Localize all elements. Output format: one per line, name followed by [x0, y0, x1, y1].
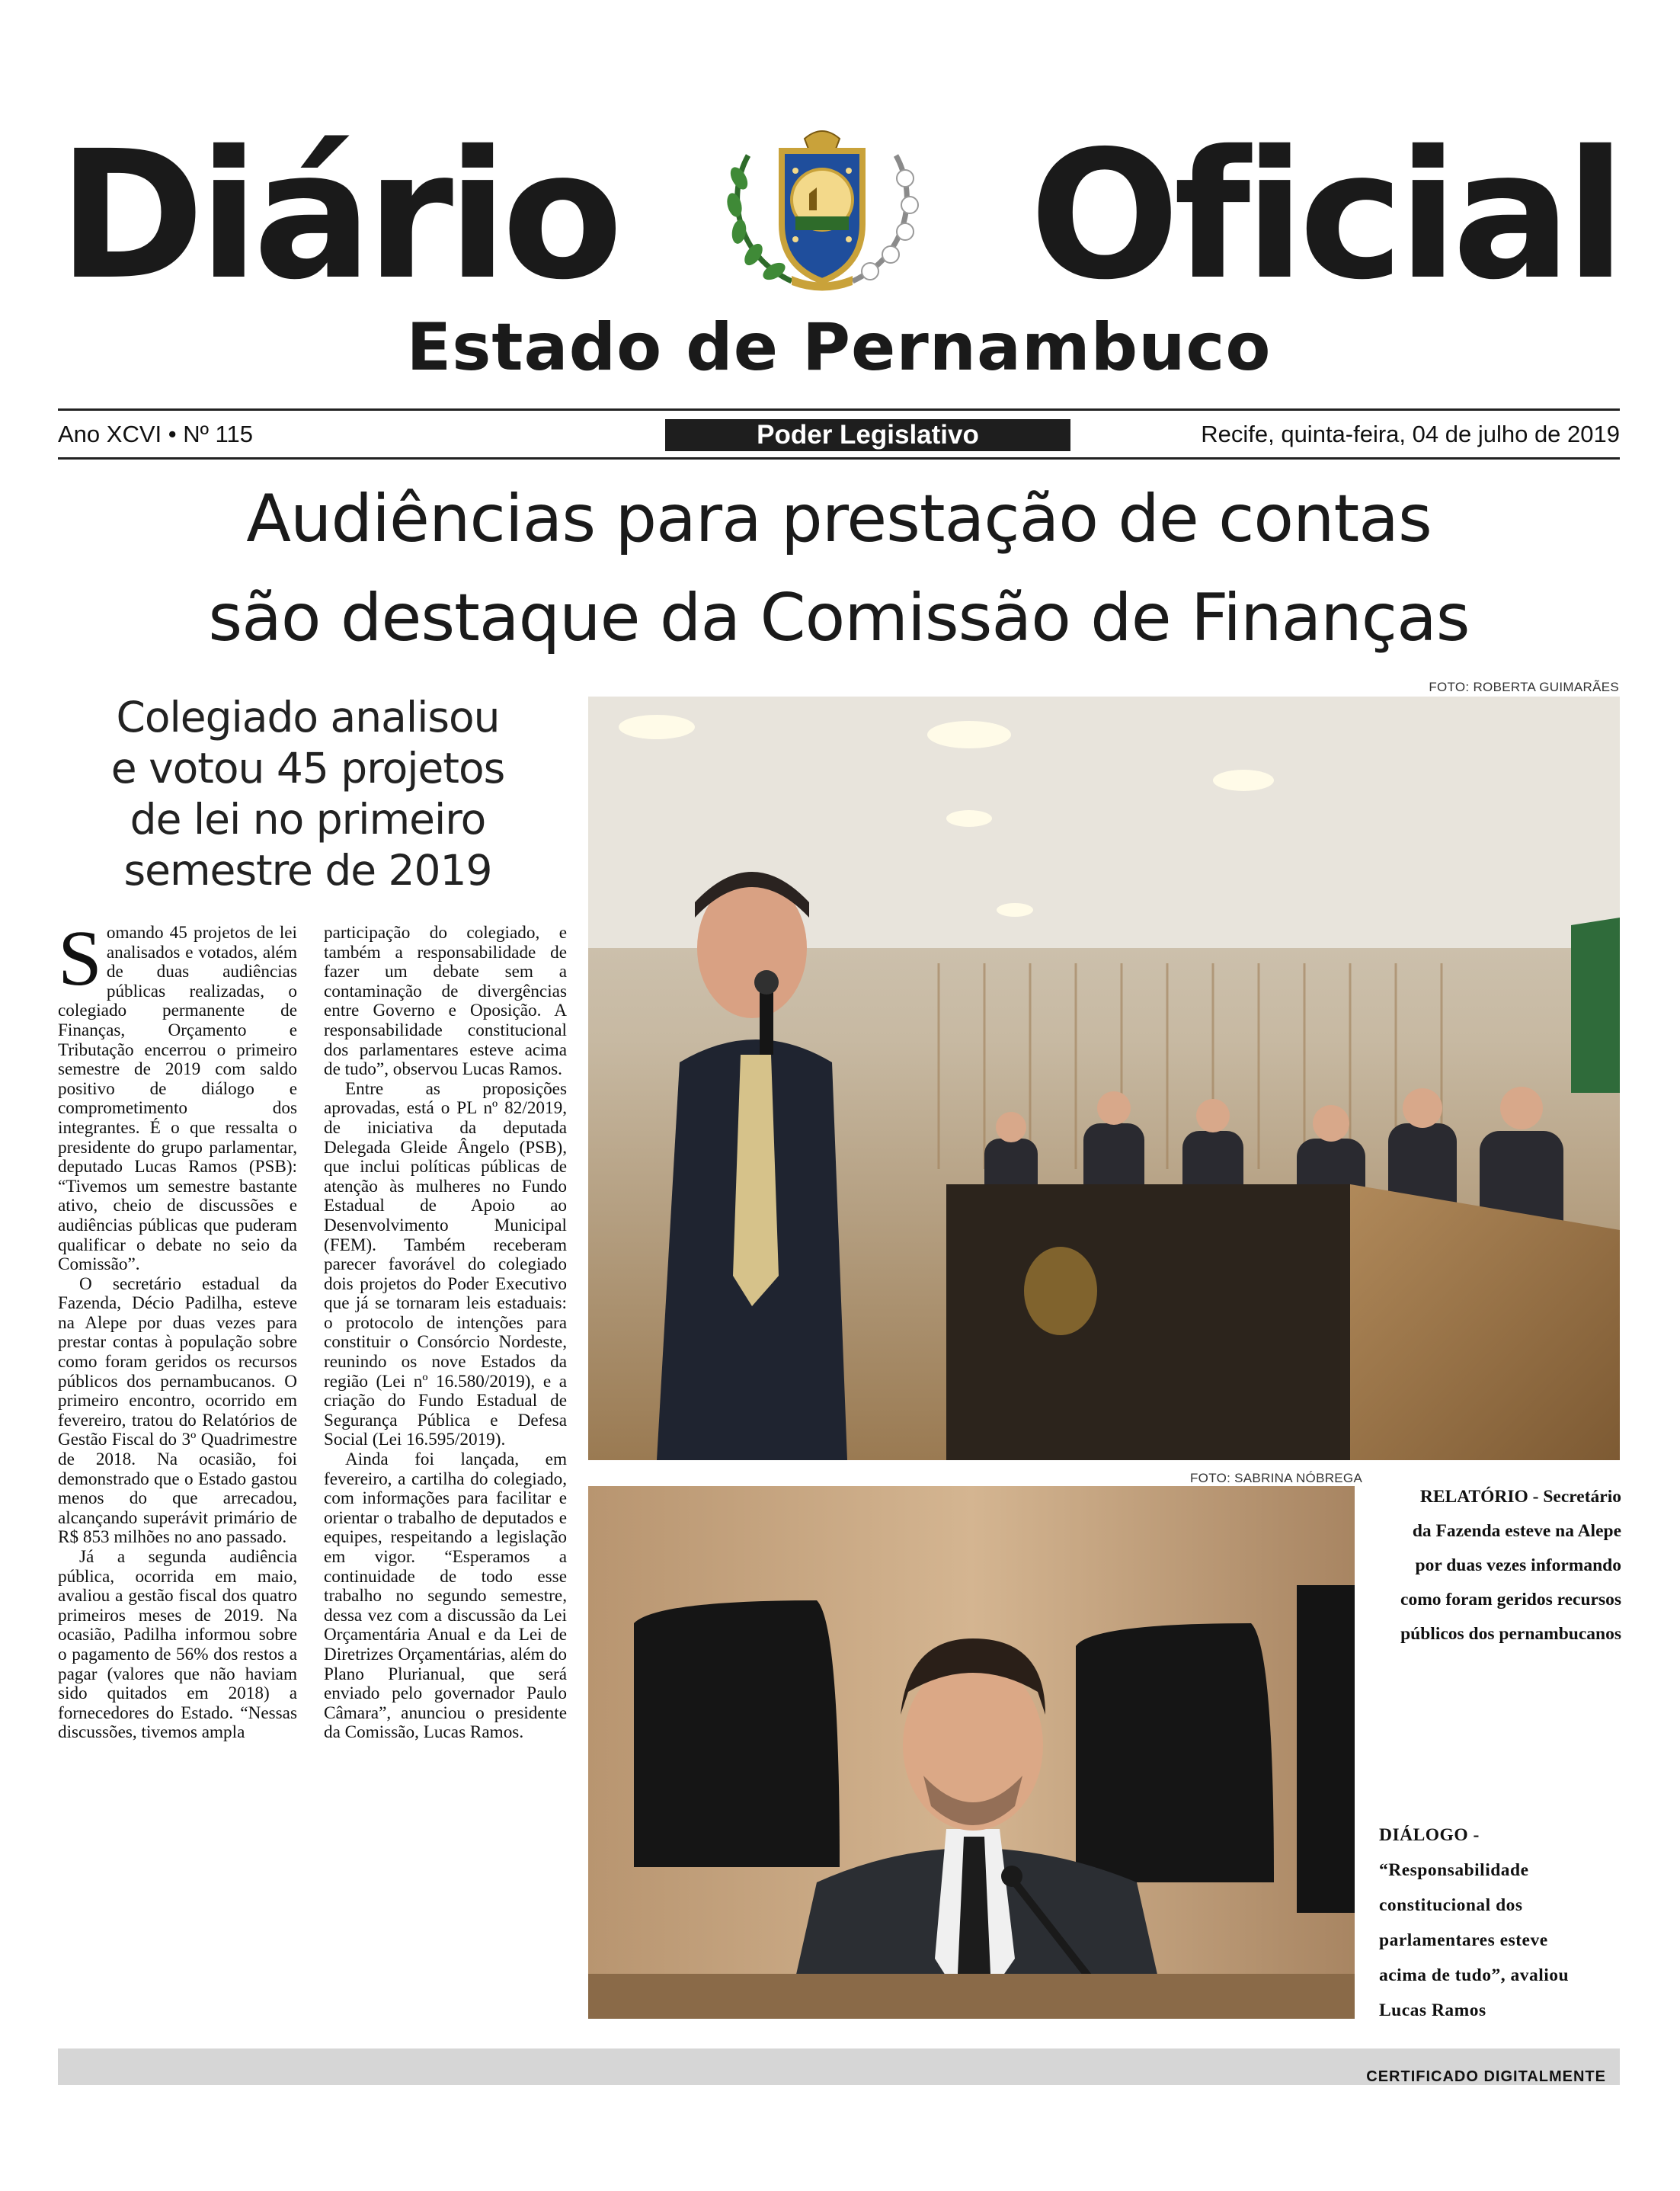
article-paragraph: participação do colegiado, e também a responsabilidade de fazer um debate sem a contaminação de divergências entre Governo e Oposição. A responsabilidade constitucional dos parlamentares esteve acima de tudo”, observou Lucas Ramos.: [324, 923, 567, 1080]
article-paragraph: O secretário estadual da Fazenda, Décio Padilha, esteve na Alepe por duas vezes para prestar contas à população sobre como foram geridos os recursos públicos dos pernambucanos. O primeiro encontro, ocorrido em fevereiro, tratou do Relatórios de Gestão Fiscal do 3º Quadrimestre de 2018. Na ocasião, foi demonstrado que o Estado gastou menos do que arrecadou, alcançando superávit primário de R$ 853 milhões no ano passado.: [58, 1273, 297, 1548]
masthead-title-left: Diário: [58, 113, 617, 319]
article-paragraph: Ainda foi lançada, em fevereiro, a cartilha do colegiado, com informações para facilitar e orientar o trabalho de deputados e equipes, respeitando a legislação em vigor. “Esperamos a continuidade de todo esse trabalho no segundo semestre, dessa vez com a discussão da Lei Orçamentária Anual e da Lei de Diretrizes Orçamentárias, além do Plano Plurianual, que será enviado pelo governador Paulo Câmara”, anunciou o presidente da Comissão, Lucas Ramos.: [324, 1449, 567, 1743]
caption-line: por duas vezes informando: [1415, 1555, 1621, 1575]
headline: [58, 469, 1620, 668]
deck-line-3: de lei no primeiro: [130, 795, 486, 844]
section-badge: Poder Legislativo: [665, 419, 1070, 451]
committee-meeting-photo: [588, 697, 1620, 1460]
info-bar: [58, 418, 1620, 450]
photo-caption-relatorio: [1370, 1480, 1621, 1651]
dateline: Recife, quinta-feira, 04 de julho de 2019: [1201, 421, 1620, 447]
caption-line: acima de tudo”, avaliou: [1379, 1965, 1570, 1985]
headline-line-2: são destaque da Comissão de Finanças: [208, 580, 1470, 656]
footer-bar: [58, 2048, 1620, 2085]
headline-line-1: Audiências para prestação de contas: [246, 481, 1432, 557]
deputy-portrait-image: [588, 1486, 1355, 2019]
caption-line: “Responsabilidade: [1379, 1860, 1529, 1880]
photo-caption-dialogo: [1379, 1818, 1608, 2028]
photo-credit: FOTO: SABRINA NÓBREGA: [1190, 1471, 1363, 1485]
deck-line-4: semestre de 2019: [123, 846, 492, 895]
deck-line-1: Colegiado analisou: [116, 693, 500, 742]
deputy-portrait-photo: [588, 1486, 1355, 2019]
issue-number: Ano XCVI • Nº 115: [58, 421, 253, 447]
committee-meeting-image: [588, 697, 1620, 1460]
article-column-2: [324, 924, 567, 1743]
caption-line: Lucas Ramos: [1379, 2000, 1486, 2020]
masthead-title-right: Oficial: [1029, 113, 1620, 319]
masthead: [58, 113, 1620, 386]
caption-line: da Fazenda esteve na Alepe: [1412, 1521, 1621, 1541]
caption-line: públicos dos pernambucanos: [1400, 1624, 1621, 1644]
article-paragraph: [58, 915, 297, 1275]
article-paragraph: Já a segunda audiência pública, ocorrida em maio, avaliou a gestão fiscal dos quatro primeiros meses de 2019. Na ocasião, Padilha informou sobre o pagamento de 56% dos restos a pagar (valores que não haviam sido quitados em 2018) a fornecedores do Estado. “Nessas discussões, tivemos ampla: [58, 1547, 297, 1743]
deck: [73, 692, 542, 896]
photo-credit: FOTO: ROBERTA GUIMARÃES: [1429, 680, 1619, 694]
caption-line: como foram geridos recursos: [1400, 1590, 1621, 1610]
caption-line: DIÁLOGO -: [1379, 1825, 1480, 1845]
deck-line-2: e votou 45 projetos: [110, 744, 505, 793]
digital-certification-label: CERTIFICADO DIGITALMENTE: [1366, 2068, 1606, 2085]
caption-line: constitucional dos: [1379, 1895, 1523, 1915]
caption-line: RELATÓRIO - Secretário: [1419, 1487, 1621, 1507]
paragraph-text: omando 45 projetos de lei analisados e votados, além de duas audiências públicas realizadas, o colegiado permanente de Finanças, Orçamento e Tributação encerrou o primeiro semestre de 2019 com saldo positivo de diálogo e comprometimento dos integrantes. É o que ressalta o presidente do grupo parlamentar, deputado Lucas Ramos (PSB): “Tivemos um semestre bastante ativo, cheio de discussões e audiências públicas que puderam qualificar o debate no seio da Comissão”.: [58, 923, 297, 1275]
top-rule: [58, 408, 1620, 411]
masthead-subtitle: Estado de Pernambuco: [406, 309, 1272, 386]
article-column-1: [58, 915, 297, 1743]
article-paragraph: Entre as proposições aprovadas, está o PL nº 82/2019, de iniciativa da deputada Delegada Gleide Ângelo (PSB), que inclui políticas públicas de atenção às mulheres no Fundo Estadual de Apoio ao Desenvolvimento Municipal (FEM). Também receberam parecer favorável do colegiado dois projetos do Poder Executivo que já se tornaram leis estaduais: o protocolo de intenções para constituir o Consórcio Nordeste, reunindo os nove Estados da região (Lei nº 16.580/2019), e a criação do Fundo Estadual de Segurança Pública e Defesa Social (Lei 16.595/2019).: [324, 1078, 567, 1450]
drop-cap: S: [58, 915, 102, 1002]
caption-line: parlamentares esteve: [1379, 1930, 1548, 1950]
coat-of-arms-icon: [719, 125, 925, 293]
bottom-rule: [58, 457, 1620, 460]
